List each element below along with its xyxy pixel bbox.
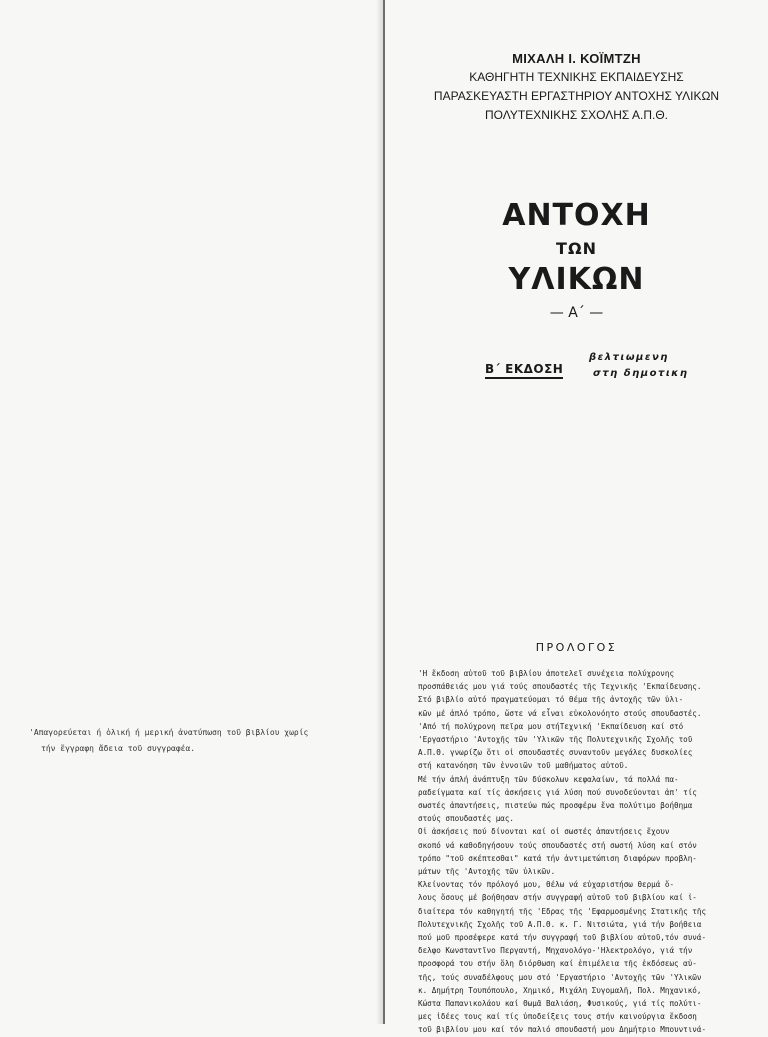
preface-line: κῶν μέ ἁπλό τρόπο, ὥστε νά εἶναι εὐκολονόητο στούς σπουδαστές.: [418, 708, 702, 718]
preface-line: προσπάθειάς μου γιά τούς σπουδαστές τῆς Τεχνικῆς 'Εκπαίδευσης.: [418, 682, 702, 692]
preface-line: Κλείνοντας τόν πρόλογό μου, θέλω νά εὐχαριστήσω θερμά ὅ-: [418, 880, 675, 890]
book-title: [385, 197, 768, 323]
preface-line: Μέ τήν ἁπλή ἀνάπτυξη τῶν δύσκολων κεφαλαίων, τά πολλά πα-: [418, 774, 679, 784]
volume-marker: — Α΄ —: [549, 305, 604, 321]
preface-line: κ. Δημήτρη Τουπόπουλο, Χημικό, Μιχάλη Συγομαλῆ, Πολ. Μηχανικό,: [418, 985, 702, 995]
preface-line: 'Η ἔκδοση αὐτοῦ τοῦ βιβλίου ἀποτελεῖ συνέχεια πολύχρονης: [418, 669, 675, 678]
preface-body: [418, 667, 764, 1037]
spine-shadow: [376, 0, 383, 1024]
preface-line: διαίτερα τόν καθηγητή τῆς 'Εδρας τῆς 'Εφαρμοσμένης Στατικῆς τῆς: [418, 906, 707, 916]
preface-line: 'Από τή πολύχρονη πεῖρα μου στήΤεχνική 'Εκπαίδευση καί στό: [418, 721, 684, 731]
copyright-line: 'Απαγορεύεται ή ὁλική ή μερική ἀνατύπωση τοῦ βιβλίου χωρίς: [29, 728, 309, 737]
preface-line: ραδείγματα καί τίς ἀσκήσεις γιά λύση πού συνοδεύονται ἀπ' τίς: [418, 787, 697, 797]
author-title: ΠΑΡΑΣΚΕΥΑΣΤΗ ΕΡΓΑΣΤΗΡΙΟΥ ΑΝΤΟΧΗΣ ΥΛΙΚΩΝ: [433, 89, 720, 103]
preface-line: Κώστα Παπανικολάου καί Θωμᾶ Βαλιάση, Φυσικούς, γιά τίς πολύτι-: [418, 999, 702, 1009]
preface-line: Α.Π.Θ. γνωρίζω ὅτι οἱ σπουδαστές συναντοῦν μεγάλες δυσκολίες: [418, 748, 693, 758]
edition-note-line: βελτιωμενη: [589, 352, 669, 363]
title-main: ΑΝΤΟΧΗ: [502, 198, 651, 233]
preface-line: τῆς, τούς συναδέλφους μου στό 'Εργαστήριο 'Αντοχῆς τῶν 'Υλικῶν: [418, 972, 702, 982]
preface-line: Πολυτεχνικῆς Σχολῆς τοῦ Α.Π.Θ. κ. Γ. Νιτσιώτα, γιά τήν βοήθεια: [418, 919, 702, 929]
edition-note-line: στη δημοτικη: [593, 368, 689, 379]
preface-line: στούς σπουδαστές μας.: [418, 814, 515, 824]
left-page: [0, 0, 383, 1024]
preface-line: προσφορά του στήν ὅλη διόρθωση καί ἐπιμέλεια τῆς ἐκδόσεως αὐ-: [418, 959, 697, 969]
edition-note: [589, 350, 689, 382]
edition-label: Β΄ ΕΚΔΟΣΗ: [485, 362, 563, 379]
author-block: [385, 50, 768, 125]
preface-line: μάτων τῆς 'Αντοχῆς τῶν ὑλικῶν.: [418, 867, 556, 877]
preface-line: τρόπο "τοῦ σκέπτεσθαι" κατά τήν ἀντιμετώπιση διαφόρων προβλη-: [418, 853, 697, 863]
edition-block: [485, 348, 745, 388]
author-title: ΚΑΘΗΓΗΤΗ ΤΕΧΝΙΚΗΣ ΕΚΠΑΙΔΕΥΣΗΣ: [469, 70, 684, 84]
preface-line: στή κατανόηση τῶν ἐννοιῶν τοῦ μαθήματος αὐτοῦ.: [418, 761, 629, 771]
preface-line: σωστές ἀπαντήσεις, πιστεύω πώς προσφέρω ἕνα πολύτιμο βοήθημα: [418, 801, 693, 811]
preface-line: Στό βιβλίο αὐτό πραγματεύομαι τό θέμα τῆς ἀντοχῆς τῶν ὑλι-: [418, 695, 684, 705]
preface-line: Οἱ ἀσκήσεις πού δίνονται καί οἱ σωστές ἀπαντήσεις ἔχουν: [418, 827, 670, 837]
copyright-notice: [29, 725, 349, 757]
preface-line: σκοπό νά καθοδηγήσουν τούς σπουδαστές στή σωστή λύση καί στόν: [418, 840, 697, 850]
preface-line: δελφο Κωνσταντῖνο Περγαντή, Μηχανολόγο-'Ηλεκτρολόγο, γιά τήν: [418, 946, 693, 956]
preface-line: τοῦ βιβλίου μου καί τόν παλιό σπουδαστή μου Δημήτριο Μπουντινά-: [418, 1025, 707, 1035]
preface-line: πού μοῦ προσέφερε κατά τήν συγγραφή τοῦ βιβλίου αὐτοῦ,τόν συνά-: [418, 933, 707, 943]
copyright-line: τήν ἔγγραφη ἄδεια τοῦ συγγραφέα.: [41, 744, 196, 753]
title-subject: ΥΛΙΚΩΝ: [508, 262, 645, 297]
author-name: ΜΙΧΑΛΗ Ι. ΚΟΪΜΤΖΗ: [512, 51, 641, 66]
preface-line: μες ἰδέες τους καί τίς ὑποδείξεις τους στήν καινούργια ἔκδοση: [418, 1012, 697, 1022]
preface-heading: ΠΡΟΛΟΓΟΣ: [535, 641, 618, 654]
title-connector: ΤΩΝ: [556, 239, 597, 258]
preface-line: λους ὅσους μέ βοήθησαν στήν συγγραφή αὐτοῦ τοῦ βιβλίου καί ἰ-: [418, 893, 697, 903]
preface-line: 'Εργαστήριο 'Αντοχῆς τῶν 'Υλικῶν τῆς Πολυτεχνικῆς Σχολῆς τοῦ: [418, 735, 693, 745]
author-title: ΠΟΛΥΤΕΧΝΙΚΗΣ ΣΧΟΛΗΣ Α.Π.Θ.: [485, 108, 668, 122]
right-page: [385, 0, 768, 1035]
